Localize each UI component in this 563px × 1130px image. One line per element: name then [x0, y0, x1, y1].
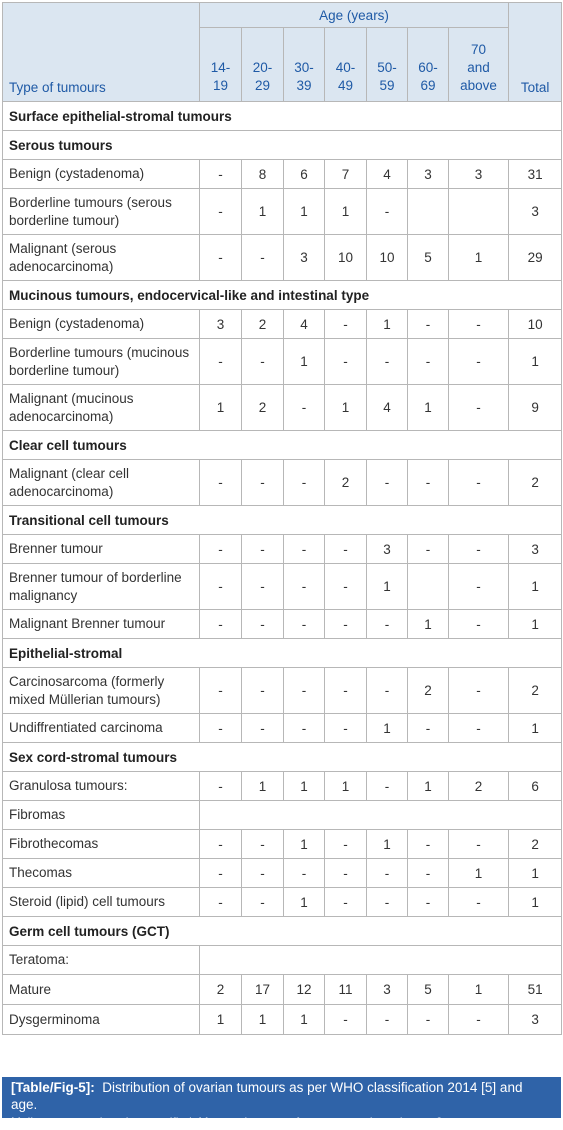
count-cell: 2	[408, 668, 449, 714]
count-cell: -	[200, 235, 242, 281]
total-cell: 2	[509, 668, 562, 714]
count-cell: -	[200, 772, 242, 801]
subgroup-row	[3, 946, 562, 975]
count-cell: 1	[284, 1005, 325, 1035]
age-header-line: 59	[379, 78, 395, 93]
table-row	[3, 668, 562, 714]
row-label: Fibrothecomas	[3, 830, 200, 859]
age-header-line: 20-	[252, 60, 273, 75]
age-header-line: 14-	[210, 60, 231, 75]
count-cell: 3	[449, 160, 509, 189]
count-cell: -	[200, 535, 242, 564]
count-cell	[408, 564, 449, 610]
count-cell: -	[408, 339, 449, 385]
total-cell: 1	[509, 888, 562, 917]
count-cell: 1	[284, 888, 325, 917]
count-cell: -	[449, 385, 509, 431]
section-label: Clear cell tumours	[3, 431, 562, 460]
age-header-line: above	[460, 78, 497, 93]
count-cell: 1	[408, 772, 449, 801]
count-cell: 1	[325, 189, 367, 235]
total-cell: 9	[509, 385, 562, 431]
count-cell: -	[325, 564, 367, 610]
count-cell: -	[325, 310, 367, 339]
section-row	[3, 431, 562, 460]
row-label: Malignant (mucinous adenocarcinoma)	[3, 385, 200, 431]
count-cell: -	[449, 310, 509, 339]
count-cell: -	[408, 888, 449, 917]
total-cell: 2	[509, 460, 562, 506]
age-header-line: 50-	[377, 60, 397, 75]
count-cell: -	[200, 888, 242, 917]
count-cell: -	[449, 460, 509, 506]
age-header-line: 40-	[335, 60, 356, 75]
row-label: Benign (cystadenoma)	[3, 160, 200, 189]
count-cell: 3	[284, 235, 325, 281]
age-column-header	[408, 28, 449, 102]
count-cell: -	[242, 535, 284, 564]
count-cell: -	[325, 830, 367, 859]
count-cell: 1	[408, 385, 449, 431]
count-cell: -	[367, 772, 408, 801]
age-header-line: 29	[254, 78, 271, 93]
total-cell: 3	[509, 1005, 562, 1035]
total-cell: 29	[509, 235, 562, 281]
age-header-line: 70	[471, 42, 487, 57]
count-cell: -	[200, 460, 242, 506]
total-cell: 51	[509, 975, 562, 1005]
row-label: Benign (cystadenoma)	[3, 310, 200, 339]
section-label: Germ cell tumours (GCT)	[3, 917, 562, 946]
section-row	[3, 917, 562, 946]
count-cell: -	[367, 668, 408, 714]
table-header	[3, 3, 562, 102]
age-column-header	[200, 28, 242, 102]
count-cell: -	[242, 339, 284, 385]
count-cell: -	[284, 859, 325, 888]
count-cell: -	[408, 535, 449, 564]
count-cell: 2	[242, 310, 284, 339]
count-cell: -	[449, 830, 509, 859]
total-cell: 1	[509, 339, 562, 385]
age-header-line: 60-	[418, 60, 438, 75]
count-cell: -	[325, 1005, 367, 1035]
count-cell: -	[449, 564, 509, 610]
row-label: Dysgerminoma	[3, 1005, 200, 1035]
section-row	[3, 506, 562, 535]
total-cell: 3	[509, 535, 562, 564]
count-cell: 4	[367, 160, 408, 189]
count-cell: 3	[408, 160, 449, 189]
count-cell: 1	[200, 1005, 242, 1035]
table-caption	[2, 1077, 561, 1129]
section-row	[3, 639, 562, 668]
count-cell: -	[325, 668, 367, 714]
count-cell: -	[242, 859, 284, 888]
age-header-line: 19	[212, 78, 229, 93]
count-cell: -	[367, 460, 408, 506]
count-cell: -	[449, 339, 509, 385]
age-column-header	[242, 28, 284, 102]
count-cell: -	[449, 535, 509, 564]
total-cell: 3	[509, 189, 562, 235]
count-cell: -	[284, 385, 325, 431]
caption-ref: [Table/Fig-5]:	[11, 1080, 95, 1095]
count-cell: -	[200, 859, 242, 888]
subgroup-label: Teratoma:	[3, 946, 200, 975]
table-row	[3, 310, 562, 339]
row-label: Undiffrentiated carcinoma	[3, 714, 200, 743]
count-cell: -	[242, 668, 284, 714]
row-label: Mature	[3, 975, 200, 1005]
section-label: Mucinous tumours, endocervical-like and intestinal type	[3, 281, 562, 310]
count-cell: -	[242, 460, 284, 506]
section-label: Transitional cell tumours	[3, 506, 562, 535]
count-cell: 11	[325, 975, 367, 1005]
row-label: Steroid (lipid) cell tumours	[3, 888, 200, 917]
count-cell: 3	[200, 310, 242, 339]
count-cell: 3	[367, 975, 408, 1005]
count-cell: -	[242, 714, 284, 743]
table-body	[3, 102, 562, 1035]
count-cell: 1	[325, 772, 367, 801]
count-cell: -	[367, 859, 408, 888]
count-cell: 1	[284, 339, 325, 385]
count-cell: -	[367, 189, 408, 235]
row-label: Malignant (clear cell adenocarcinoma)	[3, 460, 200, 506]
table-row	[3, 460, 562, 506]
count-cell: -	[284, 564, 325, 610]
table-row	[3, 714, 562, 743]
count-cell: -	[449, 1005, 509, 1035]
count-cell: -	[200, 714, 242, 743]
table-row	[3, 235, 562, 281]
age-column-header	[284, 28, 325, 102]
total-cell: 1	[509, 714, 562, 743]
count-cell: -	[325, 859, 367, 888]
count-cell: -	[242, 235, 284, 281]
count-cell: 2	[242, 385, 284, 431]
row-label: Borderline tumours (serous borderline tumour)	[3, 189, 200, 235]
row-label: Borderline tumours (mucinous borderline tumour)	[3, 339, 200, 385]
count-cell	[408, 189, 449, 235]
count-cell: -	[325, 888, 367, 917]
section-row	[3, 281, 562, 310]
total-cell: 2	[509, 830, 562, 859]
age-header-line: 69	[420, 78, 436, 93]
age-column-header	[449, 28, 509, 102]
total-cell: 1	[509, 859, 562, 888]
count-cell: 10	[367, 235, 408, 281]
age-header-line: and	[467, 60, 490, 75]
count-cell: 1	[242, 772, 284, 801]
caption-note: Malignant, not otherwise specified; Metastatic cancer from non ovarian primary: 0	[11, 1115, 443, 1129]
count-cell: -	[325, 535, 367, 564]
count-cell: 5	[408, 975, 449, 1005]
table-row	[3, 830, 562, 859]
count-cell: 2	[200, 975, 242, 1005]
table-row	[3, 1005, 562, 1035]
count-cell: -	[200, 189, 242, 235]
count-cell: -	[242, 888, 284, 917]
section-label: Epithelial-stromal	[3, 639, 562, 668]
table-row	[3, 888, 562, 917]
count-cell: -	[325, 610, 367, 639]
age-column-header	[325, 28, 367, 102]
section-row	[3, 131, 562, 160]
count-cell: 1	[325, 385, 367, 431]
empty-cell	[200, 801, 562, 830]
count-cell: 1	[284, 772, 325, 801]
table-row	[3, 189, 562, 235]
count-cell: -	[200, 160, 242, 189]
count-cell: -	[200, 830, 242, 859]
total-cell: 1	[509, 564, 562, 610]
table-figure	[0, 2, 563, 1129]
count-cell: 1	[242, 189, 284, 235]
section-row	[3, 743, 562, 772]
count-cell	[449, 189, 509, 235]
age-group-header: Age (years)	[200, 3, 509, 28]
age-header-line: 30-	[294, 60, 314, 75]
count-cell: 3	[367, 535, 408, 564]
table-row	[3, 339, 562, 385]
count-cell: -	[408, 859, 449, 888]
count-cell: -	[408, 714, 449, 743]
count-cell: -	[242, 830, 284, 859]
total-cell: 10	[509, 310, 562, 339]
table-row	[3, 385, 562, 431]
count-cell: 2	[449, 772, 509, 801]
count-cell: 1	[367, 310, 408, 339]
count-cell: 8	[242, 160, 284, 189]
age-header-line: 39	[296, 78, 312, 93]
count-cell: -	[242, 564, 284, 610]
row-label: Granulosa tumours:	[3, 772, 200, 801]
table-row	[3, 564, 562, 610]
row-label: Thecomas	[3, 859, 200, 888]
count-cell: -	[284, 714, 325, 743]
section-label: Serous tumours	[3, 131, 562, 160]
count-cell: -	[284, 610, 325, 639]
count-cell: 12	[284, 975, 325, 1005]
section-row	[3, 102, 562, 131]
count-cell: 7	[325, 160, 367, 189]
row-label: Brenner tumour of borderline malignancy	[3, 564, 200, 610]
count-cell: 1	[367, 830, 408, 859]
count-cell: 1	[367, 564, 408, 610]
age-header-line: 49	[337, 78, 354, 93]
table-row	[3, 610, 562, 639]
table-row	[3, 160, 562, 189]
count-cell: 4	[284, 310, 325, 339]
row-label: Carcinosarcoma (formerly mixed Müllerian tumours)	[3, 668, 200, 714]
table-row	[3, 772, 562, 801]
table-row	[3, 859, 562, 888]
section-label: Surface epithelial-stromal tumours	[3, 102, 562, 131]
count-cell: -	[367, 1005, 408, 1035]
count-cell: -	[367, 888, 408, 917]
tumour-table	[2, 2, 562, 1035]
count-cell: 10	[325, 235, 367, 281]
count-cell: -	[449, 714, 509, 743]
count-cell: 6	[284, 160, 325, 189]
age-column-header	[367, 28, 408, 102]
table-row	[3, 975, 562, 1005]
subgroup-label: Fibromas	[3, 801, 200, 830]
count-cell: -	[200, 339, 242, 385]
row-label: Brenner tumour	[3, 535, 200, 564]
section-label: Sex cord-stromal tumours	[3, 743, 562, 772]
row-label: Malignant Brenner tumour	[3, 610, 200, 639]
caption-text: Distribution of ovarian tumours as per WHO classification 2014 [5] and age.	[11, 1080, 523, 1112]
count-cell: 1	[242, 1005, 284, 1035]
count-cell: 17	[242, 975, 284, 1005]
count-cell: 1	[449, 975, 509, 1005]
row-label: Malignant (serous adenocarcinoma)	[3, 235, 200, 281]
count-cell: 1	[284, 830, 325, 859]
empty-cell	[200, 946, 562, 975]
count-cell: -	[200, 610, 242, 639]
count-cell: 1	[408, 610, 449, 639]
count-cell: -	[284, 668, 325, 714]
count-cell: -	[284, 460, 325, 506]
count-cell: -	[408, 830, 449, 859]
count-cell: -	[242, 610, 284, 639]
count-cell: -	[325, 339, 367, 385]
count-cell: 4	[367, 385, 408, 431]
count-cell: -	[408, 1005, 449, 1035]
count-cell: 1	[367, 714, 408, 743]
table-row	[3, 535, 562, 564]
total-cell: 1	[509, 610, 562, 639]
count-cell: -	[408, 460, 449, 506]
count-cell: -	[200, 564, 242, 610]
count-cell: 1	[449, 235, 509, 281]
count-cell: -	[200, 668, 242, 714]
count-cell: -	[449, 668, 509, 714]
total-cell: 6	[509, 772, 562, 801]
count-cell: 1	[200, 385, 242, 431]
count-cell: -	[408, 310, 449, 339]
count-cell: 5	[408, 235, 449, 281]
count-cell: -	[325, 714, 367, 743]
count-cell: -	[367, 610, 408, 639]
total-column-header: Total	[509, 3, 562, 102]
count-cell: -	[449, 610, 509, 639]
subgroup-row	[3, 801, 562, 830]
count-cell: -	[449, 888, 509, 917]
count-cell: -	[284, 535, 325, 564]
count-cell: 1	[284, 189, 325, 235]
count-cell: -	[367, 339, 408, 385]
type-column-header: Type of tumours	[3, 3, 200, 102]
count-cell: 2	[325, 460, 367, 506]
total-cell: 31	[509, 160, 562, 189]
count-cell: 1	[449, 859, 509, 888]
